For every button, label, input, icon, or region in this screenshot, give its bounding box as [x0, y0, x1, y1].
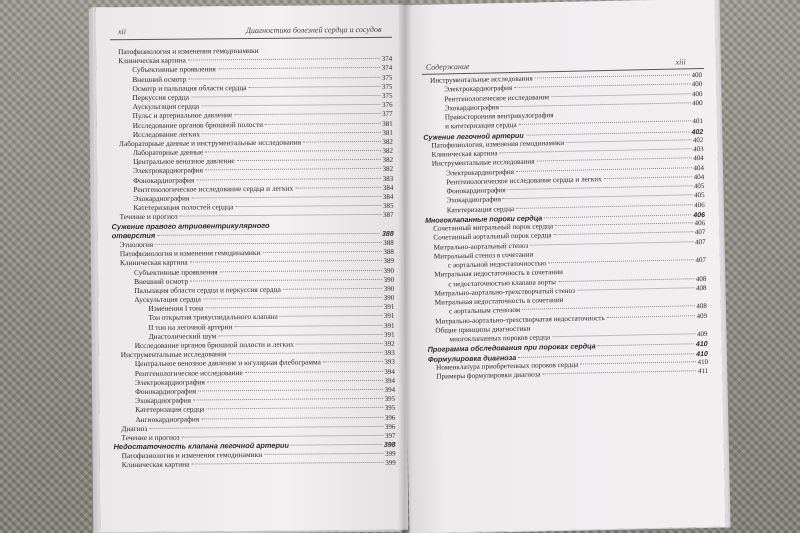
- toc-entry-title: Инструментальные исследования: [431, 157, 535, 168]
- toc-leader-dots: [535, 251, 703, 255]
- toc-entry-title: Сужение легочной артерии: [423, 130, 524, 142]
- toc-leader-dots: [237, 159, 381, 161]
- toc-entry-title: Патофизиология, изменения гемодинамики: [431, 138, 565, 150]
- toc-entry-title: Митрально-аортально-трехстворчатый стеноз: [434, 286, 576, 298]
- toc-leader-dots: [535, 74, 690, 78]
- toc-entry-title: Пульс и артериальное давление: [132, 110, 233, 121]
- toc-leader-dots: [501, 102, 690, 107]
- toc-leader-dots: [516, 204, 692, 209]
- toc-leader-dots: [234, 324, 382, 326]
- toc-entry-title: Инструментальные исследования: [430, 74, 533, 85]
- toc-leader-dots: [196, 177, 380, 180]
- toc-entry-title: Эхокардиография: [133, 193, 190, 204]
- toc-entry-page: 407: [694, 237, 706, 246]
- toc-leader-dots: [191, 95, 380, 98]
- left-page-number: xii: [117, 27, 126, 37]
- toc-leader-dots: [555, 222, 693, 226]
- toc-entry-title: Фонокардиография: [135, 386, 197, 396]
- toc-entry-page: 381: [382, 128, 393, 137]
- toc-entry-title: Эхокардиография: [446, 195, 502, 205]
- toc-entry-title: Клиническая картина: [118, 55, 186, 66]
- toc-entry-title: Аускультация сердца: [132, 101, 200, 112]
- toc-leader-dots: [264, 453, 383, 455]
- toc-entry-page: 406: [693, 211, 706, 219]
- toc-entry-page: 382: [382, 146, 394, 155]
- toc-entry-title: Эхокардиография: [444, 103, 500, 113]
- toc-entry-page: 405: [693, 191, 705, 200]
- toc-leader-dots: [323, 361, 382, 363]
- toc-entry-page: 396: [384, 413, 396, 422]
- toc-entry-page: 382: [382, 165, 394, 174]
- toc-entry-page: 395: [384, 404, 396, 413]
- toc-entry-title: Диастолический шум: [148, 331, 217, 341]
- toc-entry-page: 397: [384, 431, 396, 440]
- toc-entry-title: Многоклапанные пороки сердца: [424, 213, 543, 225]
- toc-leader-dots: [191, 196, 381, 199]
- toc-entry-page: 400: [691, 71, 703, 80]
- toc-entry-title: Течение и прогноз: [119, 212, 178, 222]
- toc-entry-title: Течение и прогноз: [121, 432, 180, 443]
- toc-entry-title: Клиническая картина: [431, 149, 498, 159]
- toc-entry-page: 375: [381, 82, 393, 91]
- toc-entry-title: Патофизиология и изменения гемодинамики: [119, 248, 261, 259]
- toc-entry-title: Рентгенологическое исследование сердца и легких: [133, 183, 294, 194]
- toc-leader-dots: [261, 50, 390, 51]
- toc-leader-dots: [218, 67, 380, 69]
- left-page: [96, 5, 409, 533]
- toc-leader-dots: [565, 269, 704, 272]
- toc-leader-dots: [207, 380, 383, 383]
- toc-entry-page: 382: [382, 137, 393, 146]
- toc-leader-dots: [577, 287, 694, 290]
- toc-leader-dots: [180, 214, 381, 217]
- toc-leader-dots: [516, 167, 692, 172]
- toc-entry-page: 389: [383, 257, 394, 266]
- toc-entry-page: 388: [381, 230, 394, 238]
- toc-entry-title: Митрально-аортальный стеноз: [433, 241, 529, 252]
- toc-leader-dots: [295, 187, 381, 189]
- toc-leader-dots: [533, 325, 706, 329]
- toc-leader-dots: [518, 353, 694, 358]
- toc-entry-title: Сочетанный митральный порок сердца: [433, 222, 554, 233]
- toc-leader-dots: [503, 195, 692, 200]
- toc-leader-dots: [271, 224, 391, 225]
- toc-entry-page: 377: [382, 110, 393, 119]
- toc-leader-dots: [188, 76, 379, 79]
- toc-leader-dots: [191, 462, 383, 465]
- toc-entry-title: с аортальным стенозом: [448, 306, 521, 316]
- toc-leader-dots: [552, 333, 695, 337]
- toc-entry-title: Сочетанный аортальный порок сердца: [433, 231, 552, 242]
- toc-entry-page: 388: [383, 247, 394, 256]
- right-toc-list: [422, 71, 708, 382]
- toc-entry-title: Тон открытия трикуспидального клапана: [148, 312, 278, 323]
- toc-leader-dots: [604, 176, 692, 179]
- toc-entry-title: Номенклатура приобретенных пороков сердца: [436, 360, 579, 372]
- toc-entry-title: Митрально-аортально-трехстворчатая недостаточность: [435, 313, 605, 326]
- toc-entry-page: 384: [382, 183, 394, 192]
- toc-entry-title: Формулировка диагноза: [427, 352, 517, 364]
- toc-leader-dots: [607, 315, 695, 318]
- toc-leader-dots: [283, 288, 382, 290]
- toc-entry-title: Изменения I тона: [148, 303, 204, 314]
- toc-entry-page: 410: [695, 341, 708, 349]
- toc-entry-title: многоклапанных пороков сердца: [449, 333, 551, 344]
- toc-entry-title: Примеры формулировки диагноза: [436, 370, 541, 381]
- toc-entry-page: 402: [691, 128, 704, 136]
- toc-entry-title: Фонокардиография: [133, 175, 195, 185]
- toc-leader-dots: [202, 132, 380, 135]
- toc-leader-dots: [565, 297, 704, 300]
- toc-leader-dots: [235, 205, 381, 207]
- toc-entry-page: 408: [696, 302, 707, 311]
- toc-entry-title: Исследование органов брюшной полости: [132, 119, 264, 130]
- toc-entry-page: 400: [692, 98, 703, 107]
- toc-entry-page: 393: [384, 358, 395, 367]
- toc-entry-title: II тон на легочной артерии: [148, 321, 233, 332]
- toc-entry-page: 374: [381, 64, 393, 73]
- toc-entry-page: 401: [692, 117, 704, 126]
- toc-leader-dots: [205, 306, 382, 309]
- toc-entry-title: Митральная недостаточность в сочетании: [434, 295, 564, 307]
- toc-entry-title: Внешний осмотр: [134, 276, 189, 286]
- toc-entry-title: Лабораторные данные: [132, 147, 204, 158]
- toc-entry-title: Аускультация сердца: [134, 294, 201, 305]
- toc-entry-page: 400: [691, 80, 703, 89]
- toc-entry-title: и катетеризация сердца: [444, 121, 517, 131]
- toc-entry-title: Ангиокардиография: [135, 413, 200, 424]
- toc-entry-title: Исследование легких: [132, 129, 201, 139]
- toc-leader-dots: [551, 93, 690, 97]
- right-page-number: xiii: [675, 57, 686, 67]
- toc-entry-title: Патофизиология и изменения гемодинамики: [118, 45, 259, 57]
- toc-entry-page: 406: [694, 200, 705, 209]
- toc-entry-title: Фонокардиография: [446, 186, 506, 196]
- toc-leader-dots: [548, 259, 693, 263]
- book-gutter: [398, 0, 412, 533]
- toc-leader-dots: [499, 148, 691, 153]
- toc-leader-dots: [508, 185, 692, 190]
- toc-leader-dots: [193, 398, 383, 401]
- toc-leader-dots: [220, 269, 382, 271]
- toc-entry-page: 405: [693, 182, 705, 191]
- toc-entry-title: Внешний осмотр: [132, 74, 187, 84]
- toc-entry-title: Электрокардиография: [134, 377, 205, 387]
- toc-entry-page: 411: [697, 366, 709, 376]
- toc-leader-dots: [303, 141, 380, 143]
- toc-entry-title: Рентгенологическое исследование сердца и легких: [446, 174, 602, 187]
- toc-entry-page: 402: [692, 135, 704, 144]
- toc-leader-dots: [149, 426, 383, 429]
- toc-leader-dots: [522, 305, 694, 310]
- toc-entry-page: 390: [383, 275, 395, 284]
- toc-leader-dots: [205, 150, 380, 153]
- toc-leader-dots: [553, 232, 692, 236]
- toc-entry-title: Митральная недостаточность в сочетании: [434, 268, 563, 279]
- toc-entry-page: 407: [694, 228, 706, 237]
- toc-leader-dots: [526, 131, 690, 135]
- toc-entry-title: Инструментальные исследования: [120, 349, 227, 360]
- toc-leader-dots: [206, 407, 382, 410]
- toc-leader-dots: [157, 233, 380, 236]
- toc-entry-page: 409: [696, 311, 708, 320]
- toc-entry-page: 400: [691, 89, 703, 98]
- toc-entry-page: 399: [385, 450, 396, 459]
- toc-entry-title: Центральное венозное давление и югулярная флебограмма: [134, 357, 321, 369]
- toc-entry-page: 408: [695, 274, 707, 283]
- toc-leader-dots: [580, 361, 695, 364]
- toc-leader-dots: [155, 242, 381, 245]
- toc-entry-title: Центральное венозное давление: [133, 156, 235, 167]
- toc-entry-page: 391: [383, 321, 395, 330]
- toc-entry-page: 385: [382, 201, 394, 211]
- toc-leader-dots: [198, 389, 382, 392]
- toc-leader-dots: [190, 260, 382, 263]
- toc-entry-title: Митральный стеноз в сочетании: [433, 250, 534, 261]
- toc-leader-dots: [566, 139, 691, 143]
- toc-entry-title: Перкуссия сердца: [132, 92, 190, 102]
- toc-leader-dots: [556, 112, 701, 115]
- toc-entry-page: 376: [382, 100, 393, 109]
- right-header-title: Содержание: [425, 61, 470, 72]
- toc-entry-page: 391: [384, 330, 395, 339]
- toc-entry-page: 410: [696, 350, 708, 358]
- toc-leader-dots: [201, 416, 383, 419]
- toc-entry-page: 404: [693, 163, 705, 172]
- toc-entry-title: Осмотр и пальпация области сердца: [132, 82, 247, 93]
- left-toc-list: [110, 45, 396, 470]
- toc-leader-dots: [280, 315, 382, 317]
- toc-entry-page: 375: [381, 73, 393, 82]
- toc-leader-dots: [234, 113, 380, 115]
- toc-entry-title: Диагноз: [121, 423, 148, 433]
- left-header-rule: [110, 37, 392, 40]
- toc-entry-page: 375: [381, 91, 393, 100]
- toc-entry-page: 390: [383, 266, 395, 275]
- toc-leader-dots: [201, 104, 380, 107]
- toc-leader-dots: [205, 168, 381, 171]
- toc-leader-dots: [190, 279, 381, 282]
- toc-leader-dots: [598, 344, 694, 347]
- toc-entry-page: 391: [383, 312, 395, 321]
- toc-entry-title: отверстия: [111, 230, 156, 240]
- toc-entry-title: Субъективные проявления: [133, 266, 218, 277]
- toc-entry-page: 396: [384, 422, 396, 431]
- toc-leader-dots: [514, 84, 690, 89]
- toc-entry-title: Клиническая картина: [121, 459, 190, 470]
- toc-entry-page: 403: [692, 145, 704, 154]
- toc-entry-page: 390: [383, 284, 395, 293]
- toc-entry-title: Электрокардиография: [133, 165, 204, 176]
- toc-leader-dots: [543, 370, 696, 374]
- toc-entry-page: 407: [695, 255, 706, 265]
- toc-entry-page: 387: [383, 211, 394, 220]
- toc-entry-title: Исследование органов брюшной полости и легких: [134, 339, 294, 351]
- toc-entry-title: Правосторонняя вентрикулография: [444, 111, 554, 122]
- toc-entry-page: 404: [693, 154, 704, 163]
- toc-entry-page: 383: [382, 174, 394, 183]
- toc-entry-title: Рентгенологическое исследование: [134, 367, 243, 378]
- toc-leader-dots: [558, 278, 694, 282]
- toc-entry-page: 384: [382, 192, 394, 201]
- toc-leader-dots: [218, 334, 382, 336]
- right-page: [399, 0, 726, 533]
- toc-entry-page: 391: [383, 303, 395, 312]
- toc-leader-dots: [249, 86, 380, 88]
- toc-entry-page: 398: [383, 441, 396, 449]
- toc-entry-page: 409: [696, 329, 708, 339]
- toc-entry-page: 404: [693, 172, 705, 181]
- toc-entry-title: Лабораторные данные и инструментальные исследования: [118, 137, 302, 149]
- toc-entry-page: 399: [385, 459, 396, 468]
- toc-entry-title: Клиническая картина: [119, 257, 188, 268]
- toc-entry-page: 394: [384, 376, 396, 385]
- toc-entry-page: 388: [383, 238, 394, 247]
- toc-entry-page: 395: [384, 394, 396, 403]
- toc-leader-dots: [296, 343, 382, 345]
- toc-entry-title: Катетеризация полостей сердца: [133, 202, 234, 213]
- toc-leader-dots: [536, 158, 691, 162]
- toc-entry-title: Субъективные проявления: [132, 64, 216, 75]
- toc-leader-dots: [262, 251, 381, 253]
- toc-leader-dots: [245, 370, 383, 372]
- toc-entry-title: Этиология: [119, 239, 154, 250]
- toc-leader-dots: [530, 241, 693, 245]
- toc-entry-page: 390: [383, 293, 395, 302]
- toc-leader-dots: [291, 444, 382, 446]
- toc-leader-dots: [265, 122, 380, 124]
- toc-entry: [114, 458, 396, 470]
- toc-entry-title: Программа обследования при пороках сердца: [427, 341, 596, 355]
- toc-entry-page: 406: [694, 218, 706, 228]
- left-header-title: Диагностика болезней сердца и сосудов: [245, 24, 382, 36]
- toc-entry-title: с недостаточностью клапана аорты: [448, 277, 556, 288]
- toc-entry-title: с аортальной недостаточностью: [447, 259, 547, 270]
- toc-entry-title: Катетеризация сердца: [446, 204, 515, 214]
- toc-entry-title: Общие принципы диагностики: [435, 324, 531, 335]
- toc-entry-title: Сужение правого атриовентрикулярного: [111, 220, 270, 231]
- toc-entry-page: 408: [695, 283, 707, 292]
- toc-entry-page: 394: [384, 367, 395, 376]
- toc-entry-title: Рентгенологическое исследование: [444, 92, 550, 103]
- toc-leader-dots: [182, 435, 383, 438]
- left-running-header: [96, 25, 404, 38]
- toc-entry-title: Электрокардиография: [445, 167, 515, 177]
- toc-entry-page: 382: [382, 156, 394, 165]
- toc-entry-page: 394: [384, 385, 396, 394]
- toc-entry-page: 374: [381, 54, 393, 64]
- toc-leader-dots: [228, 352, 382, 354]
- toc-entry-page: 410: [697, 357, 709, 366]
- toc-leader-dots: [544, 214, 691, 218]
- toc-leader-dots: [188, 58, 380, 61]
- toc-entry-page: 381: [382, 119, 393, 128]
- toc-entry-title: Пальпация области сердца и перкуссия сердца: [134, 284, 281, 295]
- toc-entry-title: Катетеризация сердца: [135, 404, 205, 415]
- toc-entry-title: Патофизиология и изменения гемодинамики: [121, 450, 263, 461]
- toc-leader-dots: [519, 121, 691, 126]
- toc-entry-title: Недостаточность клапана легочной артерии: [113, 440, 290, 452]
- toc-entry-page: 392: [384, 339, 395, 348]
- toc-entry-title: Эхокардиография: [135, 395, 192, 406]
- toc-leader-dots: [203, 297, 382, 300]
- toc-entry-page: 393: [384, 348, 395, 358]
- toc-entry-title: Электрокардиография: [444, 84, 513, 94]
